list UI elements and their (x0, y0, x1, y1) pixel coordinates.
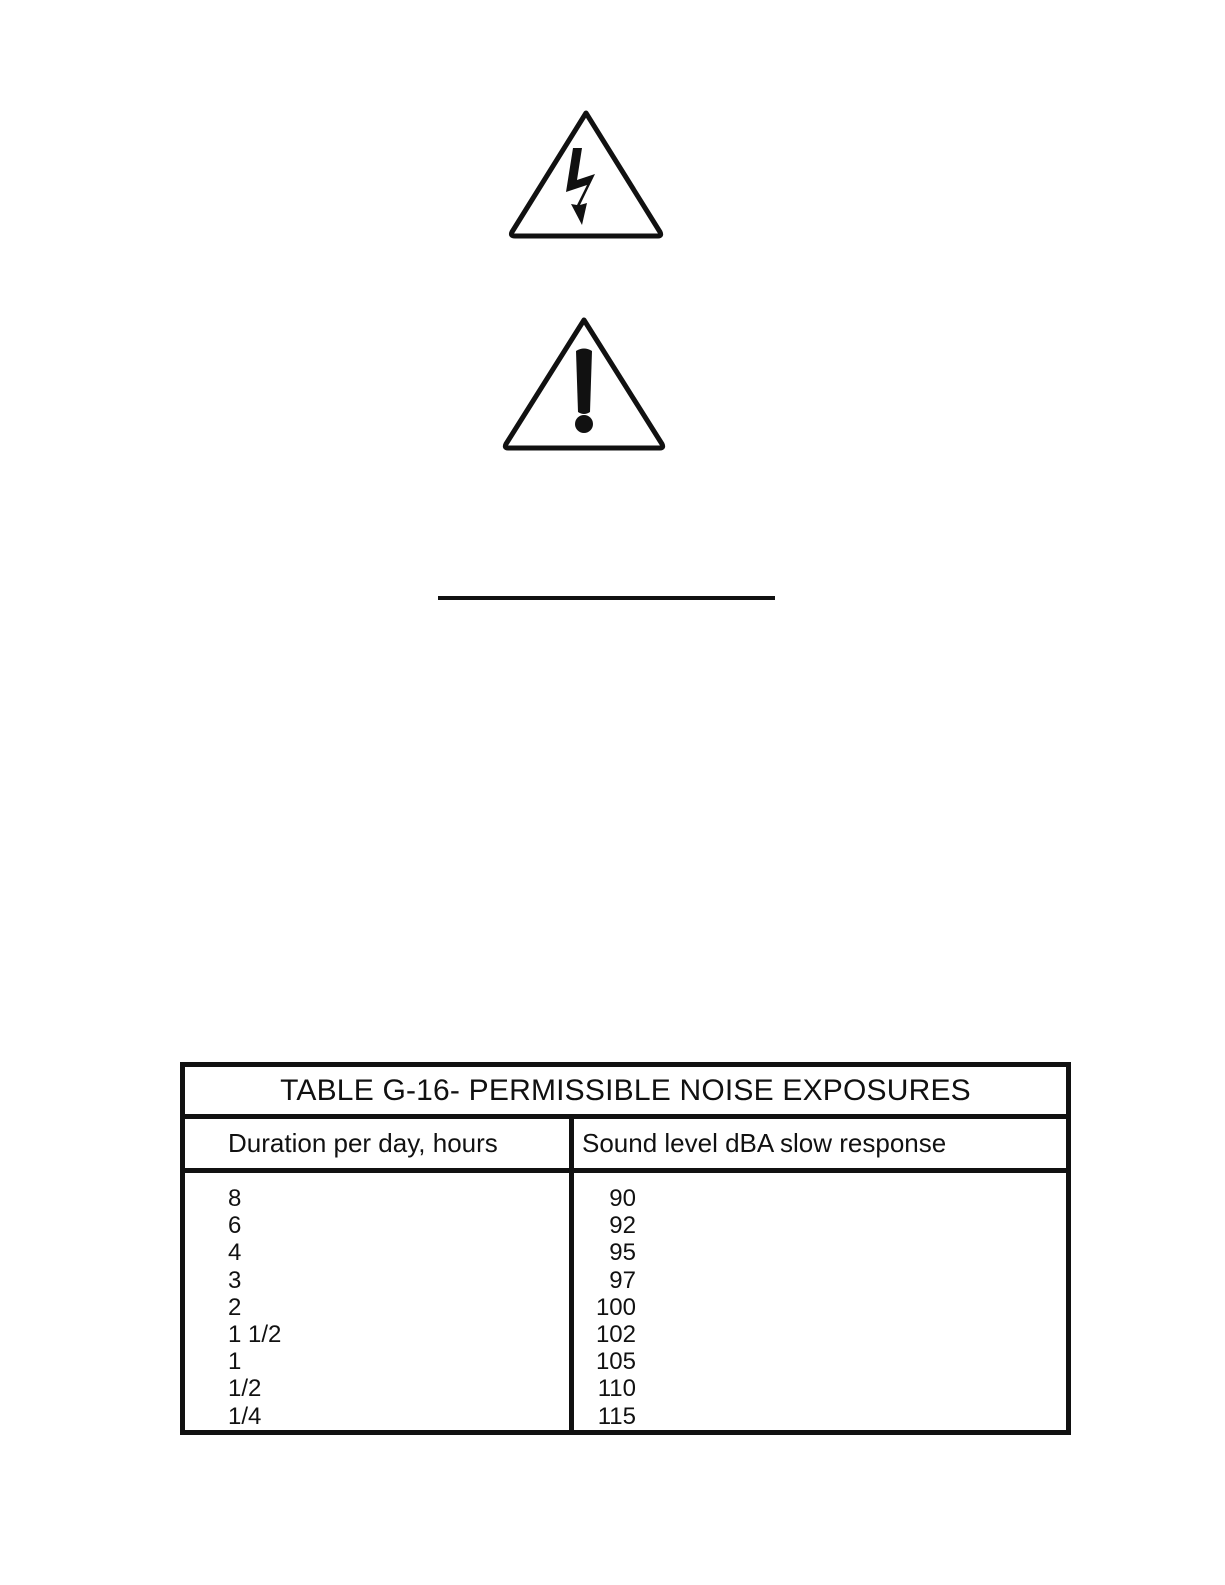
sound-level-column (584, 1185, 636, 1430)
sound-level-cell: 90 (609, 1185, 636, 1212)
sound-level-cell: 110 (597, 1375, 636, 1403)
sound-level-row (584, 1375, 636, 1402)
sound-level-row (584, 1267, 636, 1294)
duration-cell: 6 (228, 1212, 242, 1240)
sound-level-row (584, 1185, 636, 1212)
sound-level-cell: 95 (609, 1239, 636, 1267)
sound-level-cell: 92 (609, 1212, 636, 1240)
sound-level-header: Sound level dBA slow response (582, 1128, 947, 1158)
duration-cell: 1 1/2 (228, 1320, 282, 1348)
duration-column (228, 1185, 281, 1430)
sound-level-row (584, 1212, 636, 1239)
duration-header: Duration per day, hours (228, 1128, 498, 1158)
sound-level-row (584, 1239, 636, 1266)
table-title: TABLE G-16- PERMISSIBLE NOISE EXPOSURES (185, 1067, 1066, 1119)
duration-cell: 4 (228, 1239, 242, 1267)
duration-cell: 1/2 (228, 1375, 262, 1403)
duration-cell: 2 (228, 1293, 242, 1321)
duration-cell: 3 (228, 1266, 242, 1294)
duration-cell: 8 (228, 1185, 242, 1212)
exclamation-warning-icon (500, 313, 668, 453)
sound-level-cell: 115 (597, 1402, 636, 1430)
duration-cell: 1/4 (228, 1402, 262, 1430)
table-column-divider (569, 1119, 574, 1430)
sound-level-row (584, 1294, 636, 1321)
sound-level-cell: 102 (595, 1320, 636, 1348)
duration-cell: 1 (228, 1348, 242, 1376)
sound-level-cell: 105 (595, 1348, 636, 1376)
signature-line (438, 596, 775, 600)
noise-exposure-table (180, 1062, 1071, 1435)
sound-level-cell: 97 (609, 1266, 636, 1294)
sound-level-cell: 100 (595, 1293, 636, 1321)
sound-level-row (584, 1403, 636, 1430)
sound-level-row (584, 1321, 636, 1348)
table-header-row (185, 1119, 1066, 1173)
sound-level-row (584, 1348, 636, 1375)
electric-shock-warning-icon (507, 106, 665, 240)
